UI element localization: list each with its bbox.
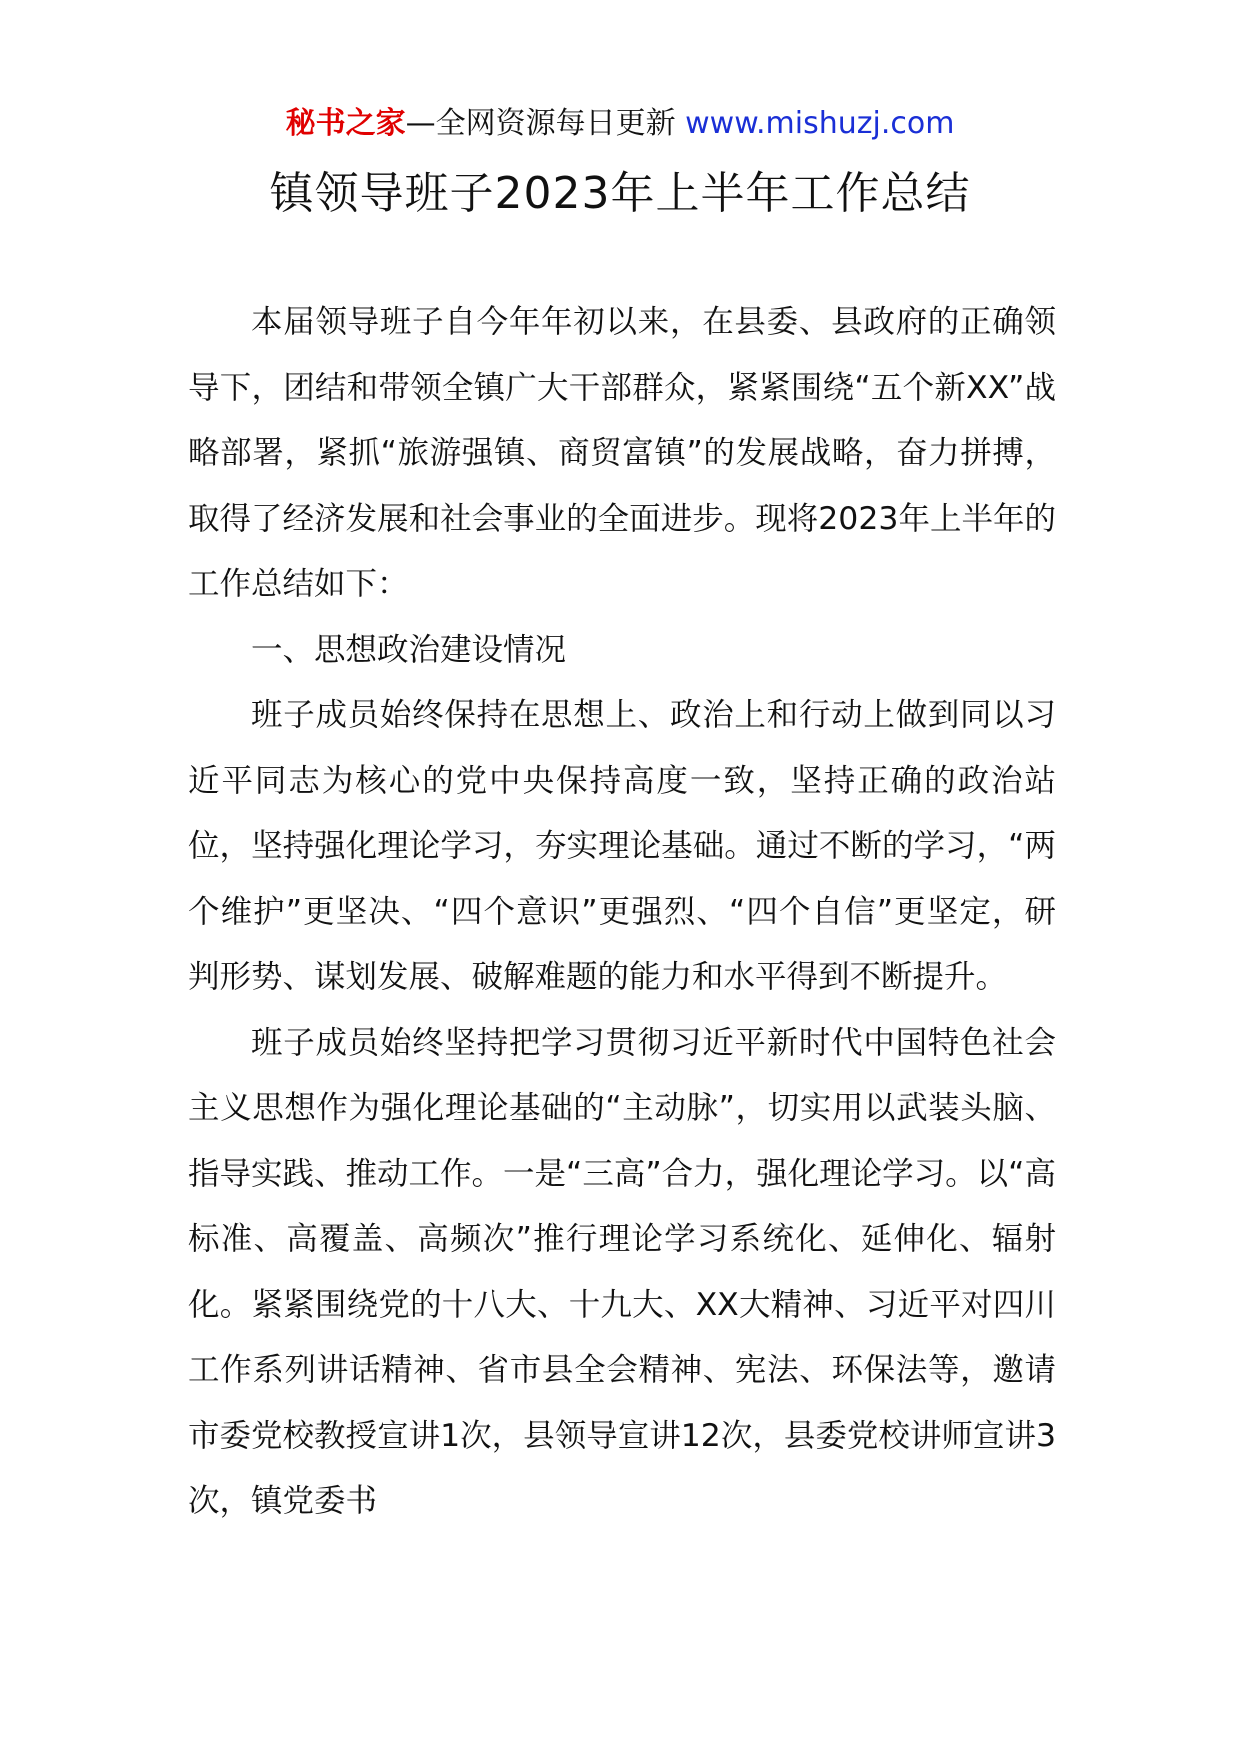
document-body (188, 290, 1056, 1535)
document-title: 镇领导班子2023年上半年工作总结 (269, 168, 971, 219)
paragraph-theory-study: 班子成员始终坚持把学习贯彻习近平新时代中国特色社会主义思想作为强化理论基础的“主动脉”，切实用以武装头脑、指导实践、推动工作。一是“三高”合力，强化理论学习。以“高标准、高覆盖、高频次”推行理论学习系统化、延伸化、辐射化。紧紧围绕党的十八大、十九大、XX大精神、习近平对四川工作系列讲话精神、省市县全会精神、宪法、环保法等，邀请市委党校教授宣讲1次，县领导宣讲12次，县委党校讲师宣讲3次，镇党委书 (188, 1024, 1056, 1519)
site-header (0, 104, 1240, 144)
brand-name: 秘书之家 (285, 106, 406, 141)
paragraph-political-stance: 班子成员始终保持在思想上、政治上和行动上做到同以习近平同志为核心的党中央保持高度一致，坚持正确的政治站位，坚持强化理论学习，夯实理论基础。通过不断的学习，“两个维护”更坚决、“四个意识”更强烈、“四个自信”更坚定，研判形势、谋划发展、破解难题的能力和水平得到不断提升。 (188, 697, 1056, 995)
header-tagline: —全网资源每日更新 (405, 106, 676, 141)
section-heading: 一、思想政治建设情况 (251, 631, 567, 668)
paragraph-intro: 本届领导班子自今年年初以来，在县委、县政府的正确领导下，团结和带领全镇广大干部群众，紧紧围绕“五个新XX”战略部署，紧抓“旅游强镇、商贸富镇”的发展战略，奋力拼搏，取得了经济发展和社会事业的全面进步。现将2023年上半年的工作总结如下： (188, 304, 1056, 602)
site-url-link[interactable]: www.mishuzj.com (685, 106, 955, 141)
